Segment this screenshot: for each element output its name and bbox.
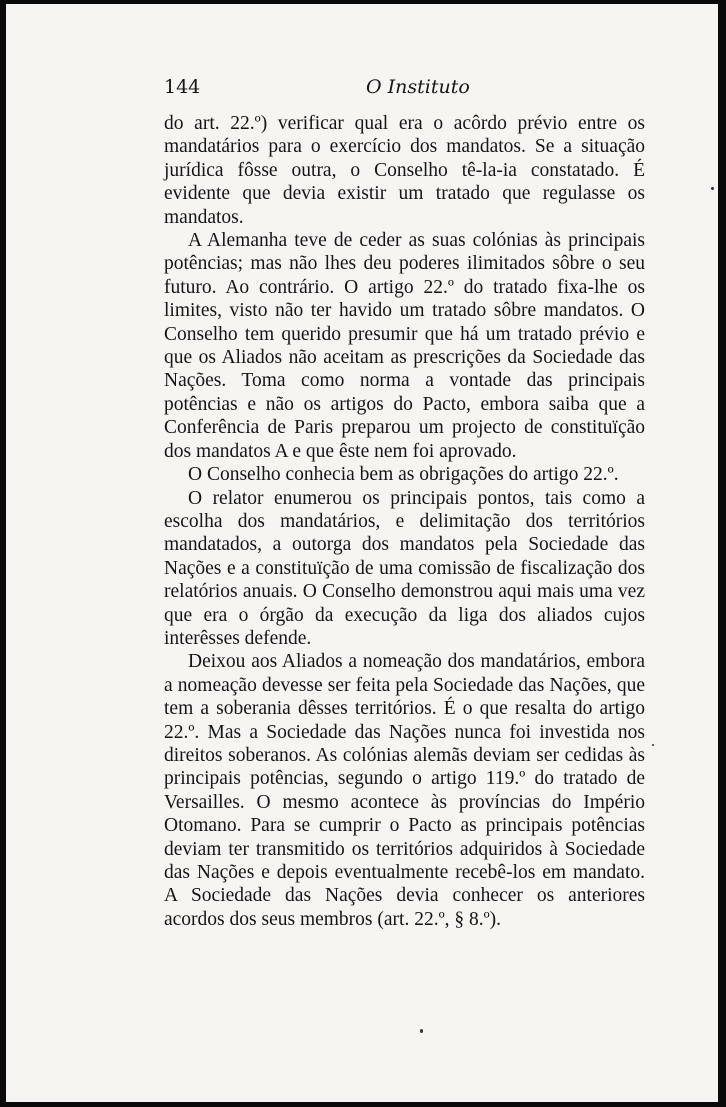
paragraph-1: do art. 22.º) verificar qual era o acôrdo prévio entre os mandatários para o exercício dos mandatos. Se a situação jurídica fôsse outra, o Conselho tê-la-ia constatado. É evidente que devia existir um tratado que regulasse os mandatos.	[164, 113, 645, 228]
paper-speck	[420, 1029, 423, 1033]
body-text	[164, 112, 645, 931]
page-number: 144	[164, 76, 201, 98]
book-page	[6, 4, 718, 1102]
paragraph-4: O relator enumerou os principais pontos, tais como a escolha dos mandatários, e delimitação dos territórios mandatados, a outorga dos mandatos pela Sociedade das Nações e a constituïção de uma comissão de fiscalização dos relatórios anuais. O Conselho demonstrou aqui mais uma vez que era o órgão da execução da liga dos aliados cujos interêsses defende.	[164, 487, 645, 649]
running-title: O Instituto	[366, 76, 470, 98]
paragraph-3: O Conselho conhecia bem as obrigações do artigo 22.º.	[188, 464, 619, 486]
paper-speck	[711, 187, 714, 190]
paragraph-2: A Alemanha teve de ceder as suas colónias às principais potências; mas não lhes deu poderes ilimitados sôbre o seu futuro. Ao contrário. O artigo 22.º do tratado fixa-lhe os limites, visto não ter havido um tratado sôbre mandatos. O Conselho tem querido presumir que há um tratado prévio e que os Aliados não aceitam as prescrições da Sociedade das Nações. Toma como norma a vontade das principais potências e não os artigos do Pacto, embora saiba que a Conferência de Paris preparou um projecto de constituïção dos mandatos A e que êste nem foi aprovado.	[164, 230, 645, 462]
page-header	[164, 72, 644, 102]
paper-speck	[652, 744, 654, 746]
paragraph-5: Deixou aos Aliados a nomeação dos mandatários, embora a nomeação devesse ser feita pela Sociedade das Nações, que tem a soberania dêsses territórios. É o que resalta do artigo 22.º. Mas a Sociedade das Nações nunca foi investida nos direitos soberanos. As colónias alemãs deviam ser cedidas às principais potências, segundo o artigo 119.º do tratado de Versailles. O mesmo acontece às províncias do Império Otomano. Para se cumprir o Pacto as principais potências deviam ter transmitido os territórios adquiridos à Sociedade das Nações e depois eventualmente recebê-los em mandato. A Sociedade das Nações devia conhecer os anteriores acordos dos seus membros (art. 22.º, § 8.º).	[164, 651, 645, 930]
